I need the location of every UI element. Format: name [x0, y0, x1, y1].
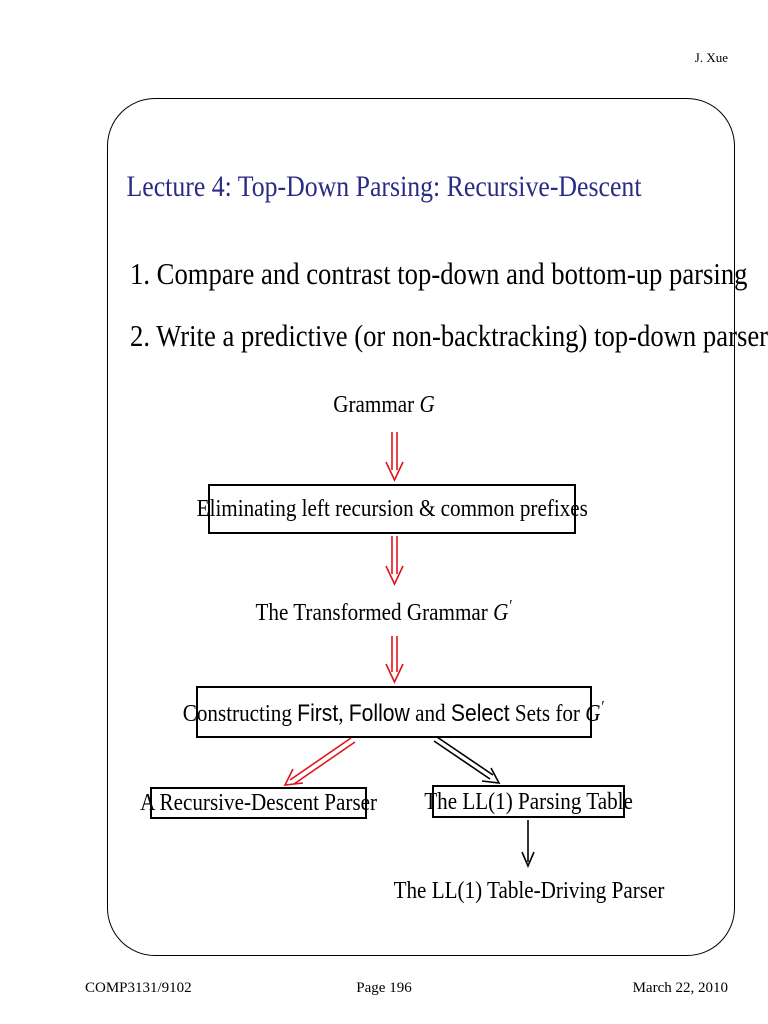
ll1-table-driving-parser-label: The LL(1) Table-Driving Parser — [393, 878, 665, 904]
footer-date: March 22, 2010 — [632, 980, 728, 996]
step2-box — [183, 686, 605, 738]
grammar-symbol: G — [419, 392, 435, 418]
author-label: J. Xue — [694, 50, 728, 65]
transformed-prime: ′ — [509, 596, 513, 615]
recursive-descent-parser-box — [140, 787, 377, 819]
step2-first: First — [297, 699, 339, 727]
step2-prefix: Constructing — [183, 700, 293, 727]
step1-text: Eliminating left recursion & common prefixes — [196, 496, 588, 522]
footer-course: COMP3131/9102 — [85, 980, 192, 996]
point-2: 2. Write a predictive (or non-backtracking) top-down parser — [130, 318, 768, 353]
step2-prime: ′ — [601, 696, 605, 716]
step2-select: Select — [451, 699, 510, 727]
right-result-text: The LL(1) Parsing Table — [424, 788, 633, 815]
step2-comma: , — [338, 700, 344, 727]
grammar-text: Grammar — [333, 392, 415, 418]
step2-follow: Follow — [349, 699, 411, 727]
transformed-grammar-label — [46, 596, 722, 627]
grammar-label — [46, 392, 722, 419]
left-result-text: A Recursive-Descent Parser — [140, 790, 377, 816]
footer-page: Page 196 — [356, 980, 412, 996]
slide-title: Lecture 4: Top-Down Parsing: Recursive-Descent — [126, 170, 642, 203]
transformed-symbol: G — [493, 600, 509, 626]
ll1-parsing-table-box — [424, 785, 633, 818]
step2-symbol: G — [585, 700, 601, 727]
point-1: 1. Compare and contrast top-down and bottom-up parsing — [130, 256, 748, 291]
step1-box — [196, 484, 588, 534]
step2-content — [183, 696, 605, 727]
step2-suffix: Sets for — [515, 700, 581, 727]
step2-and: and — [415, 700, 446, 727]
transformed-text: The Transformed Grammar — [255, 600, 488, 626]
